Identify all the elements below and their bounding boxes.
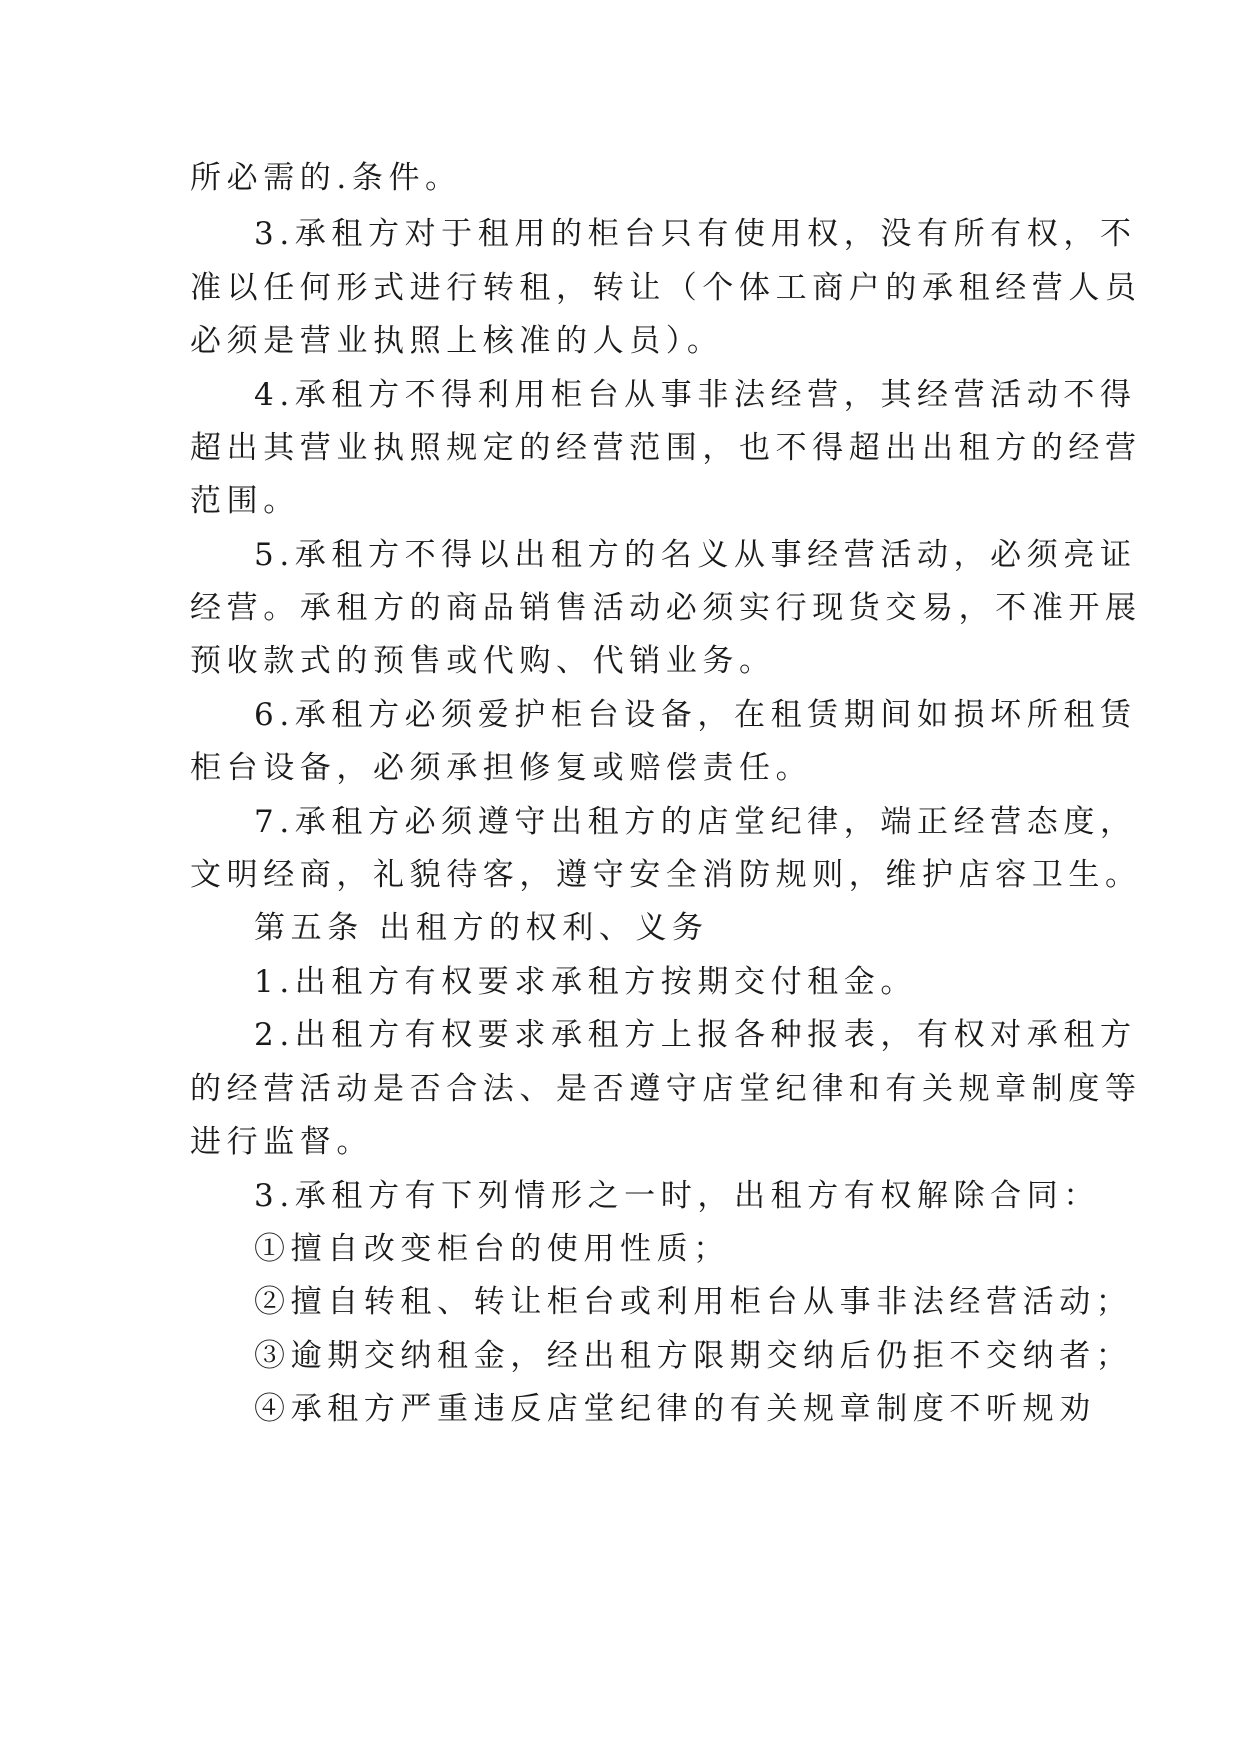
text-line: 5.承租方不得以出租方的名义从事经营活动，必须亮证: [254, 537, 1137, 573]
text-line: 文明经商，礼貌待客，遵守安全消防规则，维护店容卫生。: [190, 857, 1142, 893]
text-line: 柜台设备，必须承担修复或赔偿责任。: [190, 750, 813, 786]
text-line: ④承租方严重违反店堂纪律的有关规章制度不听规劝: [254, 1391, 1096, 1427]
text-line: 2.出租方有权要求承租方上报各种报表，有权对承租方: [254, 1017, 1137, 1053]
text-line: 经营。承租方的商品销售活动必须实行现货交易，不准开展: [190, 590, 1142, 626]
text-line: ③逾期交纳租金，经出租方限期交纳后仍拒不交纳者；: [254, 1338, 1133, 1374]
text-line: 第五条 出租方的权利、义务: [254, 910, 709, 946]
text-line: 3.承租方对于租用的柜台只有使用权，没有所有权，不: [254, 216, 1137, 252]
text-line: 的经营活动是否合法、是否遵守店堂纪律和有关规章制度等: [190, 1071, 1142, 1107]
text-line: ①擅自改变柜台的使用性质；: [254, 1231, 730, 1267]
text-line: 准以任何形式进行转租，转让（个体工商户的承租经营人员: [190, 270, 1142, 306]
text-line: 7.承租方必须遵守出租方的店堂纪律，端正经营态度，: [254, 804, 1137, 840]
text-line: 4.承租方不得利用柜台从事非法经营，其经营活动不得: [254, 377, 1137, 413]
text-line: 6.承租方必须爱护柜台设备，在租赁期间如损坏所租赁: [254, 697, 1137, 733]
text-line: 必须是营业执照上核准的人员）。: [190, 323, 724, 359]
text-line: 超出其营业执照规定的经营范围，也不得超出出租方的经营: [190, 430, 1142, 466]
text-line: 范围。: [190, 483, 300, 519]
text-line: 预收款式的预售或代购、代销业务。: [190, 643, 776, 679]
text-line: ②擅自转租、转让柜台或利用柜台从事非法经营活动；: [254, 1284, 1133, 1320]
text-line: 3.承租方有下列情形之一时，出租方有权解除合同：: [254, 1178, 1100, 1214]
text-line: 1.出租方有权要求承租方按期交付租金。: [254, 964, 917, 1000]
text-line: 进行监督。: [190, 1124, 373, 1160]
text-line: 所必需的.条件。: [190, 160, 462, 196]
